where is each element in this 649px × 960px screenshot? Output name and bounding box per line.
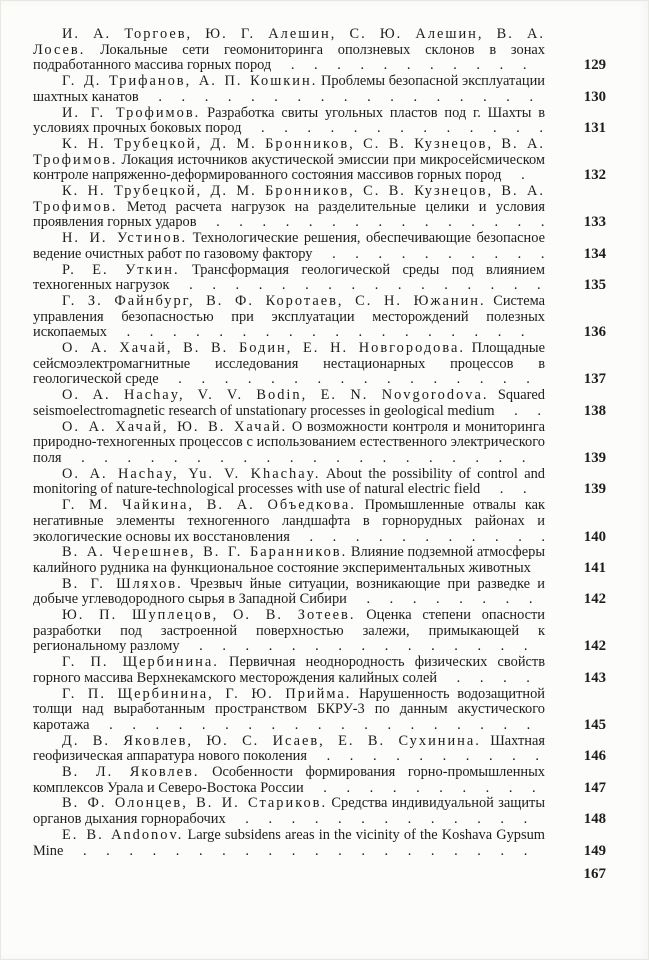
toc-entry-authors: И. А. Торгоев, Ю. Г. Алешин, С. Ю. Алешин, В. А. Лосев. <box>33 26 545 58</box>
toc-entry-title: Метод расчета нагрузок на разделительные целики и условия проявления горных ударов <box>33 198 545 231</box>
table-of-contents <box>33 27 606 859</box>
toc-entry <box>33 388 606 419</box>
toc-entry <box>33 106 606 137</box>
dot-leader: . . . . . . . . . . <box>307 748 539 765</box>
toc-entry-page-number: 129 <box>583 57 606 74</box>
dot-leader: . . . . . . . . . . . . . . . . <box>169 277 541 294</box>
toc-entry-authors: Ю. П. Шуплецов, О. В. Зотеев. <box>62 607 356 624</box>
toc-entry-authors: O. A. Hachay, Yu. V. Khachay. <box>62 465 321 482</box>
toc-entry <box>33 74 606 105</box>
toc-entry-text <box>33 74 545 105</box>
dot-leader: . . . . . . . . . . <box>312 245 545 262</box>
dot-leader: . . . . <box>437 669 530 686</box>
toc-entry-page-number: 139 <box>583 481 606 498</box>
toc-entry-text <box>33 467 545 498</box>
toc-entry-title: Локальные сети геомониторинга оползневых склонов в зонах подработанного массива горных пород <box>33 41 545 74</box>
toc-entry-title: Трансформация геологической среды под влиянием техногенных нагрузок <box>33 261 545 294</box>
toc-entry-authors: В. Г. Шляхов. <box>62 575 183 592</box>
toc-entry-page-number: 143 <box>583 669 606 686</box>
toc-entry-title: Разработка свиты угольных пластов под г. Шахты в условиях прочных боковых пород <box>33 104 545 137</box>
toc-entry-page-number: 139 <box>583 449 606 466</box>
toc-entry-title: Система управления безопасностью при эксплуатации месторождений полезных ископаемых <box>33 292 545 341</box>
toc-entry-authors: Н. И. Устинов. <box>62 230 188 247</box>
dot-leader: . <box>501 167 525 184</box>
toc-entry-text <box>33 263 545 294</box>
toc-entry <box>33 608 606 655</box>
toc-entry-title: Средства индивидуальной защиты органов дыхания горнорабочих <box>33 795 545 828</box>
toc-entry <box>33 828 606 859</box>
toc-entry-title: Локация источников акустической эмиссии при микросейсмическом контроле напряженно-деформированного состояния массивов горных пород <box>33 151 545 184</box>
toc-entry-authors: К. Н. Трубецкой, Д. М. Бронников, С. В. Кузнецов, В. А. Трофимов. <box>33 135 545 168</box>
toc-entry-page-number: 149 <box>583 842 606 859</box>
toc-entry-title: О возможности контроля и мониторинга природно-техногенных процессов с использованием естественного электрического поля <box>33 418 545 466</box>
toc-entry-text <box>33 655 545 686</box>
toc-entry-title: Squared seismoelectromagnetic research of unstationary processes in geological medium <box>33 387 545 419</box>
toc-entry-page-number: 147 <box>583 779 606 796</box>
toc-entry-text <box>33 106 545 137</box>
toc-entry <box>33 27 606 74</box>
toc-entry-title: Площадные сейсмоэлектромагнитные исследования нестационарных процессов в геологической среде <box>33 340 545 388</box>
toc-entry-text <box>33 734 545 765</box>
toc-entry-title: About the possibility of control and monitoring of nature-technological processes with use of natural electric field <box>33 465 545 498</box>
toc-entry-text <box>33 27 545 74</box>
toc-entry-text <box>33 577 545 608</box>
toc-entry-authors: Г. П. Щербинина. <box>62 654 219 671</box>
toc-entry-page-number: 142 <box>583 591 606 608</box>
toc-entry-text <box>33 545 545 576</box>
dot-leader: . . . . . . . . . . . . . . . . . . <box>107 324 525 341</box>
toc-entry-authors: Д. В. Яковлев, Ю. С. Исаев, Е. В. Сухинина. <box>62 732 481 749</box>
toc-entry-text <box>33 341 545 388</box>
toc-entry <box>33 498 606 545</box>
toc-entry-page-number: 133 <box>583 214 606 231</box>
toc-entry-authors: Г. Д. Трифанов, А. П. Кошкин. <box>62 73 318 90</box>
toc-entry-page-number: 146 <box>583 748 606 765</box>
toc-entry-text <box>33 498 545 545</box>
toc-entry-text <box>33 137 545 184</box>
toc-entry-page-number: 140 <box>583 528 606 545</box>
dot-leader: . . . . . . . . . . . . . . . . . <box>138 88 534 105</box>
toc-entry-page-number: 138 <box>583 402 606 419</box>
toc-entry <box>33 263 606 294</box>
toc-entry <box>33 796 606 827</box>
dot-leader: . . . . . . . . . . . . . . . <box>196 214 545 231</box>
toc-entry-text <box>33 184 545 231</box>
toc-entry-title: Первичная неоднородность физических свойств горного массива Верхнекамского месторождения калийных солей <box>33 654 545 686</box>
dot-leader: . . . . . . . . . . . . . . . . . . . . <box>61 449 526 466</box>
toc-entry-page-number: 141 <box>583 559 606 576</box>
dot-leader: . . . . . . . . . . . . . <box>225 811 528 828</box>
toc-entry-authors: В. Ф. Олонцев, В. И. Стариков. <box>62 795 328 812</box>
toc-entry-page-number: 135 <box>583 277 606 294</box>
toc-entry-page-number: 132 <box>583 167 606 184</box>
toc-entry <box>33 765 606 796</box>
toc-entry <box>33 545 606 576</box>
toc-entry <box>33 231 606 262</box>
toc-entry-title: Чрезвыч йные ситуации, возникающие при разведке и добыче углеводородного сырья в Западной Сибири <box>33 575 545 608</box>
toc-entry <box>33 184 606 231</box>
toc-entry-page-number: 130 <box>583 88 606 105</box>
toc-entry-text <box>33 231 545 262</box>
dot-leader: . . . . . . . . . . . . . . . . . . . . <box>63 842 528 859</box>
toc-entry-authors: E. B. Andonov. <box>62 826 184 843</box>
toc-entry <box>33 294 606 341</box>
dot-leader: . . . . . . . . . . . . . . . . . . . <box>89 716 531 733</box>
toc-entry-title: Оценка степени опасности разработки под застроенной поверхностью залежи, примыкающей к региональному разлому <box>33 607 546 655</box>
toc-entry-page-number: 131 <box>583 120 606 137</box>
toc-entry <box>33 341 606 388</box>
toc-entry-authors: Г. З. Файнбург, В. Ф. Коротаев, С. Н. Южанин. <box>62 292 486 309</box>
toc-entry-text <box>33 687 545 734</box>
toc-entry <box>33 734 606 765</box>
toc-entry-text <box>33 796 545 827</box>
dot-leader: . . . . . . . . . . . . . <box>241 120 543 137</box>
toc-entry-page-number: 136 <box>583 324 606 341</box>
toc-entry <box>33 655 606 686</box>
toc-entry-text <box>33 828 545 859</box>
dot-leader: . . . . . . . . . . . . . . . <box>179 638 528 655</box>
toc-entry-text <box>33 420 545 467</box>
toc-entry <box>33 467 606 498</box>
toc-entry-title: Нарушенность водозащитной толщи над выработанным пространством БКРУ-3 по данным акустического каротажа <box>33 685 545 733</box>
toc-entry-title: Промышленные отвалы как негативные элементы техногенного ландшафта в горнорудных районах и экологические основы их восстановления <box>33 497 545 545</box>
toc-entry-authors: Г. М. Чайкина, В. А. Объедкова. <box>62 497 356 514</box>
page-number-footer: 167 <box>583 866 606 883</box>
dot-leader: . . . . . . . . <box>346 591 533 608</box>
toc-entry-title: Проблемы безопасной эксплуатации шахтных канатов <box>33 73 546 105</box>
toc-entry-page-number: 134 <box>583 245 606 262</box>
dot-leader: . . <box>480 481 527 498</box>
dot-leader: . . . . . . . . . . . . . . . . <box>158 371 530 388</box>
dot-leader: . . <box>494 402 541 419</box>
toc-entry-title: Large subsidens areas in the vicinity of the Koshava Gypsum Mine <box>33 826 545 859</box>
toc-entry <box>33 687 606 734</box>
toc-entry-authors: О. А. Хачай, В. В. Бодин, Е. Н. Новгородова. <box>62 340 465 357</box>
toc-entry-authors: Р. Е. Уткин. <box>62 261 180 278</box>
dot-leader: . . . . . . . . . . . <box>289 528 545 545</box>
toc-entry <box>33 137 606 184</box>
dot-leader: . . . . . . . . . . . <box>271 57 527 74</box>
toc-entry-text <box>33 608 545 655</box>
toc-entry-page-number: 148 <box>583 811 606 828</box>
dot-leader: . . . . . . . . . . <box>303 779 536 796</box>
toc-entry-authors: О. А. Хачай, Ю. В. Хачай. <box>62 418 288 435</box>
toc-entry-page-number: 145 <box>583 716 606 733</box>
toc-entry-title: Влияние подземной атмосферы калийного рудника на функциональное состояние экспериментальных животных <box>33 544 545 576</box>
toc-entry-title: Особенности формирования горно-промышленных комплексов Урала и Северо-Востока России <box>33 764 545 796</box>
toc-entry-authors: И. Г. Трофимов. <box>62 104 201 121</box>
toc-entry <box>33 420 606 467</box>
toc-entry-title: Шахтная геофизическая аппаратура нового поколения <box>33 732 545 765</box>
toc-entry <box>33 577 606 608</box>
toc-entry-authors: В. Л. Яковлев. <box>62 764 200 781</box>
toc-entry-text <box>33 294 545 341</box>
toc-entry-title: Технологические решения, обеспечивающие безопасное ведение очистных работ по газовому фактору <box>33 230 545 262</box>
toc-entry-authors: К. Н. Трубецкой, Д. М. Бронников, С. В. Кузнецов, В. А. Трофимов. <box>33 183 545 215</box>
toc-entry-page-number: 142 <box>583 638 606 655</box>
toc-entry-authors: Г. П. Щербинина, Г. Ю. Прийма. <box>62 685 352 702</box>
toc-entry-text <box>33 765 545 796</box>
toc-entry-authors: В. А. Черешнев, В. Г. Баранников. <box>62 544 348 561</box>
toc-entry-authors: O. A. Hachay, V. V. Bodin, E. N. Novgorodova. <box>62 387 489 404</box>
toc-entry-page-number: 137 <box>583 371 606 388</box>
toc-entry-text <box>33 388 545 419</box>
